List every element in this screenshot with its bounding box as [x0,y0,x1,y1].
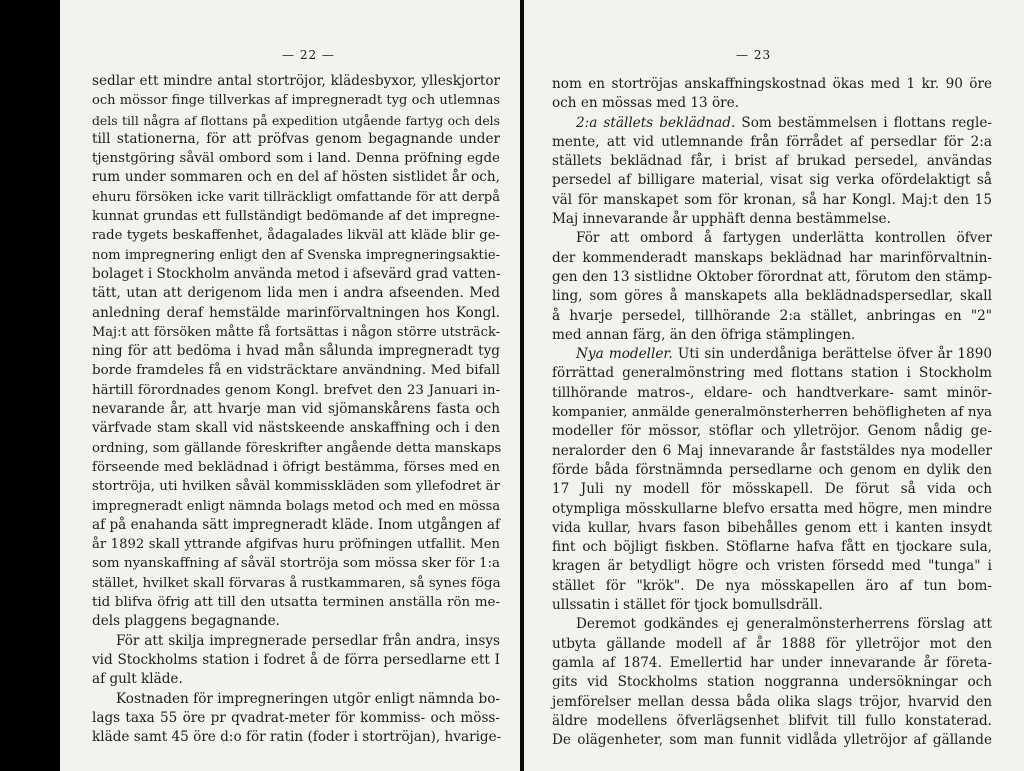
text-line: förde båda förstnämnda persedlarne och genom en dylik den [552,461,992,478]
text-line-section-2nd-uniform: 2:a ställets beklädnad. Som bestämmelsen i flottans regle- [576,114,992,131]
text-line: ordning, som gällande föreskrifter angående detta manskaps [92,440,502,456]
text-line: För att ombord å fartygen underlätta kontrollen öfver [576,230,992,247]
text-line: år 1892 skall yttrande afgifvas huru pröfningen utfallit. Men [92,537,500,553]
text-line: dels plaggens begagnande. [92,613,280,630]
text-line: bolaget i Stockholm använda metod i afsevärd grad vatten- [92,265,501,282]
text-line: tid blifva öfrig att till den utsatta terminen anställa rön me- [92,595,500,611]
text-line: persedel af billigare material, visat sig verka ofördelaktigt så [552,172,992,189]
text-line: förrättad generalmönstring med flottans station i Stockholm [552,365,992,382]
text-line: tjenstgöring såväl ombord som i land. Denna pröfning egde [92,151,500,167]
text-line: kunnat grundas ett fullständigt bedömande af det impregne- [92,209,500,225]
text-line: kragen är betydligt högre och vristen försedd med "tunga" i [552,558,992,575]
text-line: tillhörande matros-, eldare- och handtverkare- samt minör- [552,384,992,401]
text-line: af gult kläde. [92,671,183,688]
text-line: och en mössas med 13 öre. [552,95,740,112]
text-line: vid Stockholms station i fodret å de förra persedlarne ett I [92,651,500,668]
text-line: dels till några af flottans på expedition utgående fartyg och dels [92,112,500,128]
text-line: ställets beklädnad får, i brist af brukad persedel, användas [552,153,992,170]
text-line: modeller för mössor, stöflar och ylletröjor. Genom nådig ge- [552,423,992,440]
text-line: Maj:t att försöken måtte få fortsättas i någon större utsträck- [92,324,500,340]
text-line: borde framdeles få en vidsträcktare användning. Med bifall [92,363,500,379]
text-line: anledning deraf hemstälde marinförvaltningen hos Kongl. [92,304,500,321]
text-line: 17 Juli ny modell för mösskapell. De förut så vida och [552,481,992,498]
section-heading: Nya modeller. [576,346,673,363]
text-line: För att skilja impregnerade persedlar från andra, insys [116,632,500,649]
text-line: jemförelser mellan dessa båda olika slags tröjor, hvarvid den [552,693,992,710]
text-line: gen den 13 sistlidne Oktober förordnat att, förutom den stämp- [552,268,992,285]
text-line: förseende med beklädnad i öfrigt bestämma, förses med en [92,459,500,475]
text-line: fint och böjligt fiskben. Stöflarne hafva fått en tjockare sula, [552,539,992,556]
text-line: stortröja, uti hvilken såväl kommisskläden som yllefodret är [92,479,500,495]
text-line: värfvade stam skall vid nästskeende anskaffning och i den [92,420,500,437]
text-line: gits vid Stockholms station noggranna undersökningar och [552,674,992,691]
text-line: kompanier, anmälde generalmönsterherren behöfligheten af nya [552,405,992,421]
text-line: gamla af 1874. Emellertid har under innevarande år företa- [552,654,992,671]
text-line: Kostnaden för impregneringen utgör enligt nämnda bo- [116,690,500,707]
text-line: impregneradt enligt nämnda bolags metod och med en mössa [92,498,501,514]
text-line: ehuru försöken icke varit tillräckligt omfattande för att derpå [92,189,500,205]
page-number: — 22 — [282,48,335,62]
text-line: sedlar ett mindre antal stortröjor, klädesbyxor, ylleskjortor [92,73,500,89]
text-line: mente, att vid utlemnande från förrådet af persedlar för 2:a [552,133,992,150]
text-line: otympliga mösskullarne blefvo ersatta med högre, men mindre [552,500,992,517]
text-line: nom impregnering enligt den af Svenska impregneringsaktie- [92,247,500,263]
text-line: tätt, utan att derigenom lida men i andra afseenden. Med [92,285,500,302]
text-line: vida kullar, hvars fason bibehålles genom ett i kanten insydt [552,519,992,536]
text-line: neralorder den 6 Maj innevarande år faststäldes nya modeller [552,442,992,459]
text-line: rade tygets beskaffenhet, ådagalades likväl att kläde blir ge- [92,228,500,244]
text-line: som nyanskaffning af såväl stortröja som mössa sker för 1:a [92,556,500,572]
text-line: ullssatin i stället för tjock bomullsdräll. [552,597,823,614]
text-line: till stationerna, för att pröfvas genom begagnande under [92,130,500,147]
text-line: rum under sommaren och en del af hösten sistlidet år och, [92,169,500,186]
text-line: De olägenheter, som man funnit vidlåda ylletröjor af gällande [552,732,992,749]
text-line: ning för att bedöma i hvad mån sålunda impregneradt tyg [92,343,500,360]
text-column [552,75,992,750]
text-column [92,72,500,747]
text-line: nevarande år, att hvarje man vid sjömanskårens fasta och [92,401,500,418]
text-line: Maj innevarande år upphäft denna bestämmelse. [552,211,891,228]
text-line: Deremot godkändes ej generalmönsterherrens förslag att [576,616,992,633]
text-line: lags taxa 55 öre pr qvadrat-meter för kommiss- och möss- [92,709,500,726]
text-line: väl för manskapet som för kronan, så har Kongl. Maj:t den 15 [552,191,992,208]
text-line: och mössor finge tillverkas af impregneradt tyg och utlemnas [92,93,500,109]
text-line: å hvarje persedel, tillhörande 2:a stället, anbringas en "2" [552,307,992,324]
text-line: kläde samt 45 öre d:o för ratin (foder i stortröjan), hvarige- [92,729,502,746]
text-line: äldre modellens öfverlägsenhet blifvit till fullo konstaterad. [552,712,992,729]
left-page [60,0,522,771]
text-line-section-new-models: Nya modeller. Uti sin underdåniga berättelse öfver år 1890 [576,346,992,363]
text-line: härtill förordnades genom Kongl. brefvet den 23 Januari in- [92,382,500,398]
text-line: af på enahanda sätt impregneradt kläde. Inom utgången af [92,516,500,533]
text-line: der kommenderadt manskaps beklädnad har marinförvaltnin- [552,249,992,266]
text-line: stället för "krök". De nya mösskapellen äro af tun bom- [552,577,992,594]
text-line: utbyta gällande modell af år 1888 för ylletröjor mot den [552,635,992,652]
text-line: stället, hvilket skall förvaras å rustkammaren, så synes föga [92,575,501,591]
text-line: nom en stortröjas anskaffningskostnad ökas med 1 kr. 90 öre [552,76,992,92]
page-number: — 23 [736,48,772,62]
text-line: ling, som göres å manskapets alla beklädnadspersedlar, skall [552,288,992,305]
right-page [524,0,1024,771]
section-heading: 2:a ställets beklädnad. [576,114,736,131]
text-line: med annan färg, än den öfriga stämplingen. [552,326,856,343]
